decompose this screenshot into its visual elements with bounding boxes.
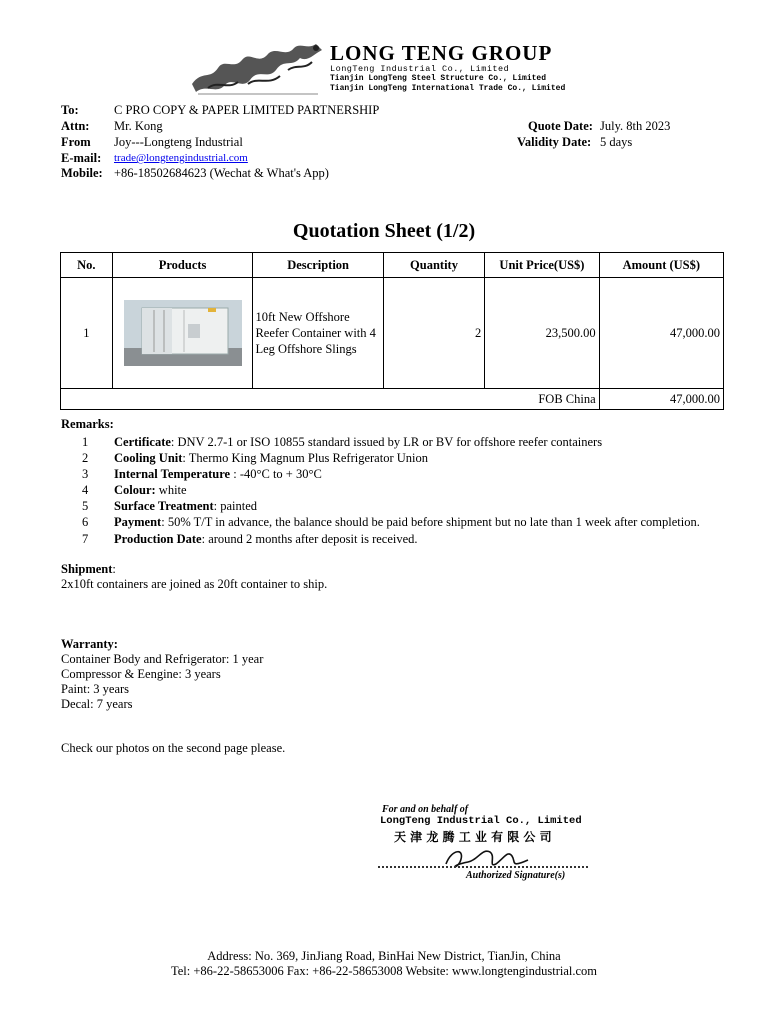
remark-number: 7	[82, 532, 89, 546]
company-stamp	[378, 804, 598, 888]
shipment-heading-line	[61, 562, 116, 577]
shipment-heading: Shipment	[61, 562, 113, 576]
remark-label: Payment	[114, 515, 162, 529]
from-value: Joy---Longteng Industrial	[114, 135, 243, 149]
mobile-value: +86-18502684623 (Wechat & What's App)	[114, 166, 329, 180]
table-header-row	[61, 253, 724, 278]
stamp-line-behalf: For and on behalf of	[382, 804, 469, 815]
remark-label: Certificate	[114, 435, 171, 449]
mobile-label: Mobile:	[61, 166, 103, 180]
warranty-line: Container Body and Refrigerator: 1 year	[61, 652, 264, 666]
attn-label: Attn:	[61, 119, 90, 133]
remark-label: Production Date	[114, 532, 202, 546]
validity-date-label: Validity Date:	[517, 135, 592, 149]
remark-number: 1	[82, 435, 89, 449]
remark-item	[62, 451, 742, 467]
header-description: Description	[253, 253, 383, 278]
remark-item	[62, 435, 742, 451]
row-unit-price: 23,500.00	[485, 278, 599, 389]
remark-number: 2	[82, 451, 89, 465]
row-no: 1	[61, 278, 113, 389]
to-label: To:	[61, 103, 79, 117]
remark-number: 6	[82, 515, 89, 529]
remarks-heading: Remarks:	[61, 417, 114, 431]
total-amount: 47,000.00	[599, 389, 723, 410]
remark-item	[62, 515, 742, 531]
attn-value: Mr. Kong	[114, 119, 163, 133]
header-unit-price: Unit Price(US$)	[485, 253, 599, 278]
footer-contact: Tel: +86-22-58653006 Fax: +86-22-58653008 Website: www.longtengindustrial.com	[170, 964, 598, 978]
header-products: Products	[112, 253, 253, 278]
quotation-table	[60, 252, 724, 410]
from-label: From	[61, 135, 91, 149]
quote-date-label: Quote Date:	[528, 119, 593, 133]
company-subtitle-3: Tianjin LongTeng International Trade Co., Limited	[330, 84, 566, 93]
header-quantity: Quantity	[383, 253, 484, 278]
warranty-line: Paint: 3 years	[61, 682, 130, 696]
remark-text: : Thermo King Magnum Plus Refrigerator Union	[182, 451, 428, 465]
warranty-line: Compressor & Eengine: 3 years	[61, 667, 221, 681]
row-amount: 47,000.00	[599, 278, 723, 389]
remark-text: : painted	[213, 499, 258, 513]
remark-label: Internal Temperature	[114, 467, 231, 481]
row-quantity: 2	[383, 278, 484, 389]
remark-number: 5	[82, 499, 89, 513]
remark-text: white	[155, 483, 187, 497]
remark-text: : DNV 2.7-1 or ISO 10855 standard issued by LR or BV for offshore reefer containers	[170, 435, 603, 449]
page-title: Quotation Sheet (1/2)	[292, 220, 476, 242]
quote-date-value: July. 8th 2023	[600, 119, 671, 133]
total-label: FOB China	[61, 389, 600, 410]
stamp-line-chinese: 天 津 龙 腾 工 业 有 限 公 司	[394, 830, 552, 844]
email-link[interactable]: trade@longtengindustrial.com	[114, 152, 248, 164]
company-subtitle-1: LongTeng Industrial Co., Limited	[330, 64, 510, 74]
remark-number: 3	[82, 467, 89, 481]
footer-address: Address: No. 369, JinJiang Road, BinHai New District, TianJin, China	[207, 949, 561, 963]
row-description: 10ft New Offshore Reefer Container with 4 Leg Offshore Slings	[253, 278, 383, 389]
shipment-text: 2x10ft containers are joined as 20ft container to ship.	[61, 577, 328, 591]
warranty-heading: Warranty:	[61, 637, 118, 651]
remark-item	[62, 467, 742, 483]
header-no: No.	[61, 253, 113, 278]
photos-note: Check our photos on the second page please.	[61, 741, 286, 755]
product-photo-cell	[112, 278, 253, 389]
dragon-logo-icon	[188, 40, 328, 96]
remark-label: Cooling Unit	[114, 451, 183, 465]
brand-name: LONG TENG GROUP	[330, 41, 553, 65]
remark-text: : around 2 months after deposit is received.	[201, 532, 418, 546]
remark-item	[62, 532, 742, 548]
shipment-colon: :	[112, 562, 116, 576]
remark-item	[62, 483, 742, 499]
signature-line	[378, 866, 588, 868]
stamp-line-authorized: Authorized Signature(s)	[466, 870, 566, 881]
company-subtitle-2: Tianjin LongTeng Steel Structure Co., Limited	[330, 74, 547, 83]
container-photo	[124, 300, 242, 366]
remark-item	[62, 499, 742, 515]
total-row	[61, 389, 724, 410]
remark-text: : 50% T/T in advance, the balance should be paid before shipment but no late than 1 week after completion.	[161, 515, 700, 529]
validity-date-value: 5 days	[600, 135, 633, 149]
warranty-line: Decal: 7 years	[61, 697, 133, 711]
remark-label: Surface Treatment	[114, 499, 214, 513]
to-value: C PRO COPY & PAPER LIMITED PARTNERSHIP	[114, 103, 380, 117]
table-row	[61, 278, 724, 389]
header-amount: Amount (US$)	[599, 253, 723, 278]
stamp-line-company: LongTeng Industrial Co., Limited	[380, 815, 582, 827]
remark-number: 4	[82, 483, 89, 497]
remark-text: : -40°C to + 30°C	[230, 467, 322, 481]
email-label: E-mail:	[61, 151, 102, 165]
remark-label: Colour:	[114, 483, 156, 497]
